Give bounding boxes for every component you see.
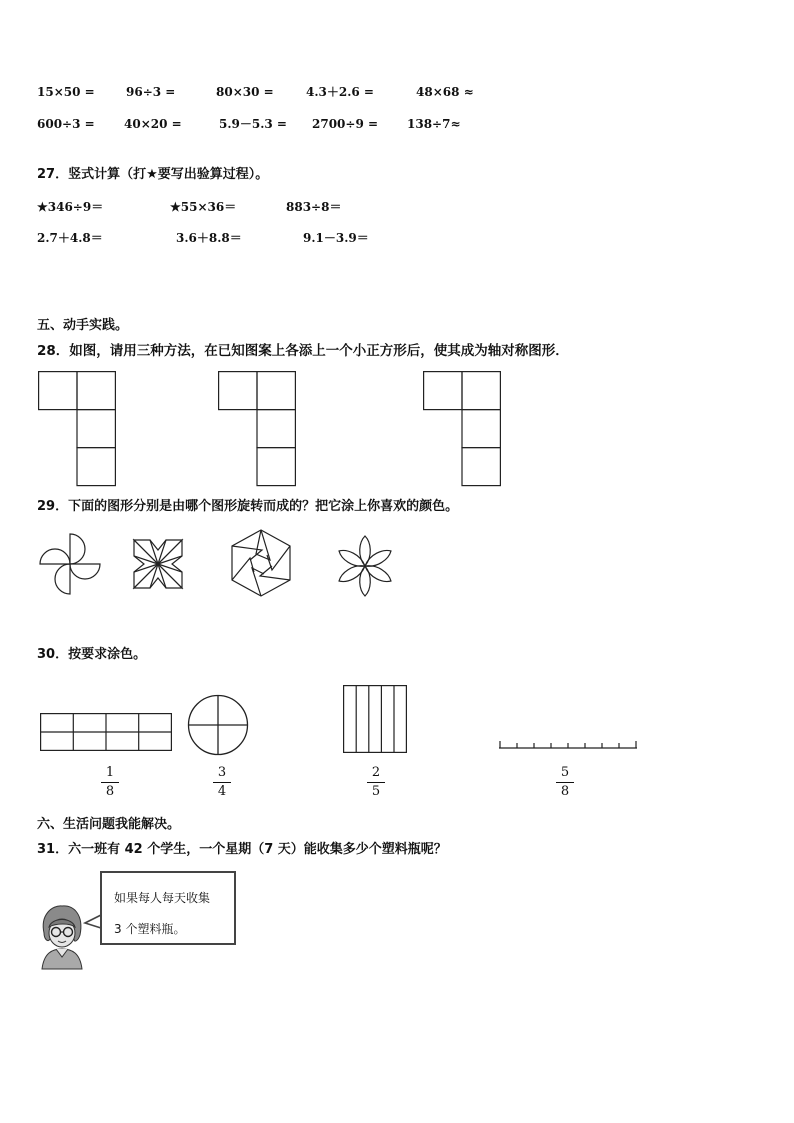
flower-figure [333,534,397,598]
q27-problem-3: 883÷8＝ [286,200,342,214]
fraction-denominator: 8 [105,784,115,799]
fraction-denominator: 5 [371,784,381,799]
bubble-text-line2: 3 个塑料瓶。 [114,922,186,936]
oral-calc-4: 4.3＋2.6 = [306,85,374,99]
cross-square-figure [132,538,184,590]
oral-calc-1: 15×50 = [37,85,95,99]
oral-calc-3: 80×30 = [216,85,274,99]
q28-title: 28．如图，请用三种方法，在已知图案上各添上一个小正方形后，使其成为轴对称图形． [37,343,569,359]
fraction-numerator: 3 [217,765,227,780]
fraction-bar [101,782,119,783]
q28-figure-2 [218,371,298,487]
q27-problem-4: 2.7＋4.8＝ [37,231,103,245]
fraction-1-8 [95,765,125,800]
q27-problem-1: ★346÷9＝ [37,200,104,214]
fraction-bar [213,782,231,783]
q27-problem-2: ★55×36＝ [170,200,237,214]
fraction-numerator: 2 [371,765,381,780]
fraction-denominator: 4 [217,784,227,799]
oral-calc-6: 600÷3 = [37,117,95,131]
rectangle-eighths [40,713,172,751]
fraction-bar [556,782,574,783]
q27-problem-6: 9.1－3.9＝ [303,231,369,245]
oral-calc-7: 40×20 = [124,117,182,131]
oral-calc-10: 138÷7≈ [407,117,461,131]
fraction-2-5 [361,765,391,800]
fraction-numerator: 5 [560,765,570,780]
q29-title: 29．下面的图形分别是由哪个图形旋转而成的？把它涂上你喜欢的颜色。 [37,499,459,514]
pinwheel-figure [38,532,102,596]
rectangle-fifths [343,685,407,753]
fraction-5-8 [550,765,580,800]
fraction-denominator: 8 [560,784,570,799]
oral-calc-2: 96÷3 = [126,85,176,99]
fraction-3-4 [207,765,237,800]
q28-figure-3 [423,371,503,487]
oral-calc-9: 2700÷9 = [312,117,379,131]
fraction-numerator: 1 [105,765,115,780]
section5-title: 五、动手实践。 [37,318,129,333]
speech-bubble [100,871,236,945]
hexagon-triangles-figure [226,528,296,598]
oral-calc-8: 5.9－5.3 = [219,117,287,131]
section6-title: 六、生活问题我能解决。 [37,817,181,832]
q30-title: 30．按要求涂色。 [37,647,147,662]
q27-title: 27．竖式计算（打★要写出验算过程）。 [37,167,269,182]
circle-quarters [187,694,249,756]
q27-problem-5: 3.6＋8.8＝ [176,231,242,245]
oral-calc-5: 48×68 ≈ [416,85,474,99]
number-line-eighths [498,738,638,750]
bubble-text-line1: 如果每人每天收集 [114,891,211,905]
teacher-avatar-icon [38,905,86,969]
q28-figure-1 [38,371,118,487]
q31-title: 31．六一班有 42 个学生，一个星期（7 天）能收集多少个塑料瓶呢？ [37,842,447,857]
fraction-bar [367,782,385,783]
